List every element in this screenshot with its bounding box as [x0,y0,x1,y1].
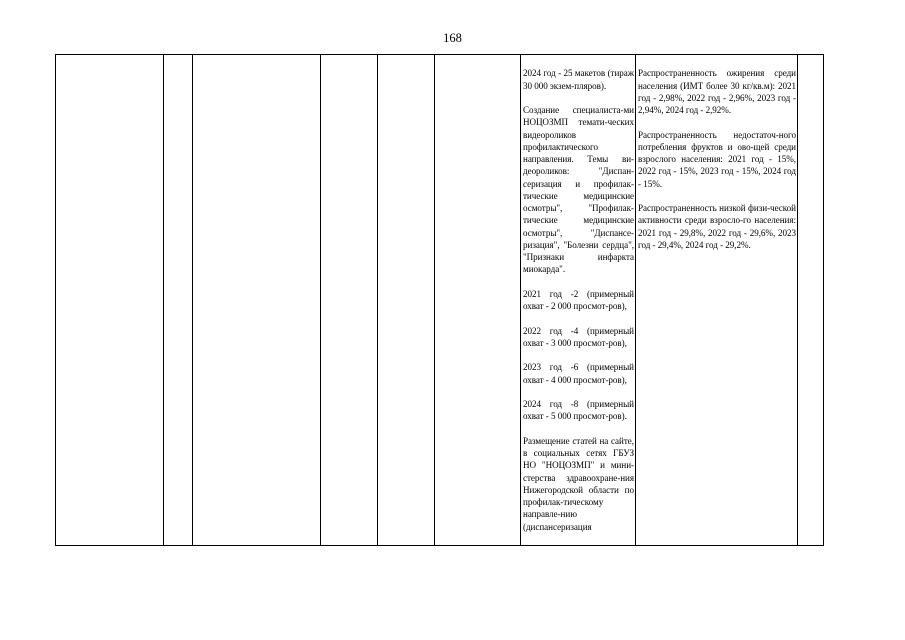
activities-paragraph: Создание специалиста-ми НОЦОЗМП темати-ческих видеороликов профилактического направления. Темы ви-деороликов: "Диспан-серизация и профилак-тические медицинские осмотры", "Профилак-тические медицинские осмотры", "Диспансе-ризация", "Болезни сердца", "Признаки инфаркта миокарда". [523,105,634,275]
indicator-paragraph: Распространенность недостаточ-ного потребления фруктов и ово-щей среди взрослого населения: 2021 год - 15%, 2022 год - 15%, 2023 год - 15%, 2024 год - 15%. [638,129,796,189]
page-number: 168 [443,31,462,45]
activities-paragraph: 2024 год - 25 макетов (тираж 30 000 экзем-пляров). [523,68,634,91]
activities-paragraph: 2024 год -8 (примерный охват - 5 000 просмот-ров). [523,399,634,422]
document-table [55,54,824,546]
indicators-text [638,55,796,263]
activities-text [523,55,634,545]
table-cell-indicators [636,55,798,546]
indicator-paragraph: Распространенность низкой физи-ческой активности среди взросло-го населения: 2021 год - 29,8%, 2022 год - 29,6%, 2023 год - 29,4%, 2024 год - 29,2%. [638,203,796,250]
table-cell-empty-3 [193,55,321,546]
table-cell-empty-1 [56,55,164,546]
table-row [56,55,824,546]
table-cell-empty-4 [321,55,378,546]
activities-paragraph: 2023 год -6 (примерный охват - 4 000 просмот-ров), [523,362,634,385]
indicator-paragraph: Распространенность ожирения среди населения (ИМТ более 30 кг/кв.м): 2021 год - 2,98%, 2022 год - 2,96%, 2023 год - 2,94%, 2024 год - 2,92%. [638,68,796,115]
table-cell-empty-9 [798,55,824,546]
table-cell-activities [521,55,636,546]
table-cell-empty-6 [435,55,521,546]
activities-paragraph: 2021 год -2 (примерный охват - 2 000 просмот-ров), [523,288,634,311]
table-cell-empty-2 [164,55,193,546]
table-cell-empty-5 [378,55,435,546]
activities-paragraph: 2022 год -4 (примерный охват - 3 000 просмот-ров), [523,325,634,348]
activities-paragraph: Размещение статей на сайте, в социальных сетях ГБУЗ НО "НОЦОЗМП" и мини-стерства здравоохране-ния Нижегородской области по профилак-тическому направле-нию (диспансеризация [523,435,634,532]
